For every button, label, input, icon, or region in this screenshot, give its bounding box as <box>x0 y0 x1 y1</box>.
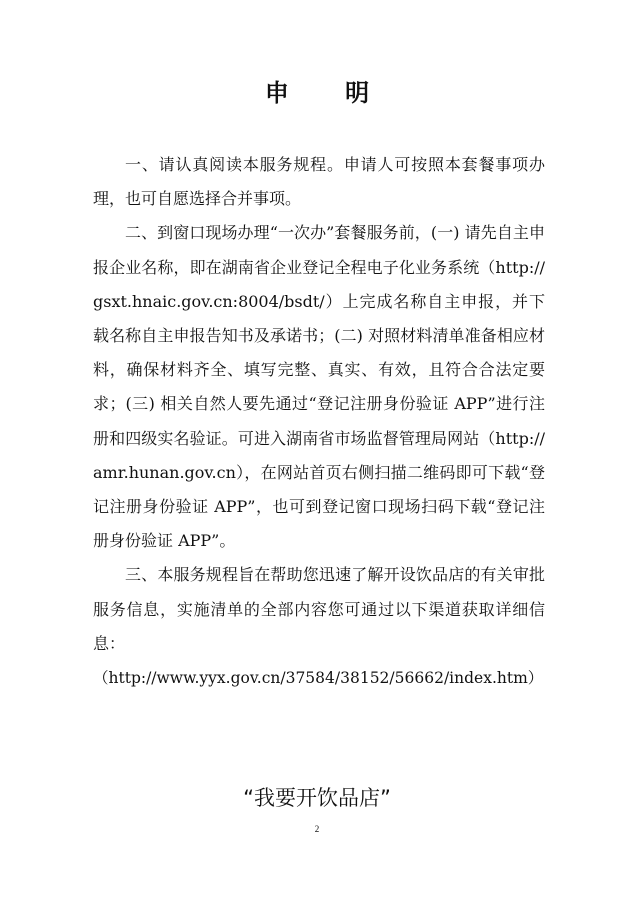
page-title: 申 明 <box>264 79 394 107</box>
page-number: 2 <box>314 824 320 834</box>
body-text <box>93 148 545 695</box>
paragraph-3: 三、本服务规程旨在帮助您迅速了解开设饮品店的有关审批服务信息，实施清单的全部内容您可通过以下渠道获取详细信息： <box>93 565 545 653</box>
paragraph-1: 一、请认真阅读本服务规程。申请人可按照本套餐事项办理，也可自愿选择合并事项。 <box>93 155 545 209</box>
footer-title: “我要开饮品店” <box>243 786 391 810</box>
paragraph-2: 二、到窗口现场办理“一次办”套餐服务前，(一) 请先自主申报企业名称，即在湖南省企业登记全程电子化业务系统（http://gsxt.hnaic.gov.cn:8004/bsdt/）上完成名称自主申报，并下载名称自主申报告知书及承诺书；(二) 对照材料清单准备相应材料，确保材料齐全、填写完整、真实、有效，且符合合法定要求；(三) 相关自然人要先通过“登记注册身份验证 APP”进行注册和四级实名验证。可进入湖南省市场监督管理局网站（http://amr.hunan.gov.cn），在网站首页右侧扫描二维码即可下载“登记注册身份验证 APP”，也可到登记窗口现场扫码下载“登记注册身份验证 APP”。 <box>93 223 545 551</box>
reference-url: （http://www.yyx.gov.cn/37584/38152/56662/index.htm） <box>93 669 544 688</box>
